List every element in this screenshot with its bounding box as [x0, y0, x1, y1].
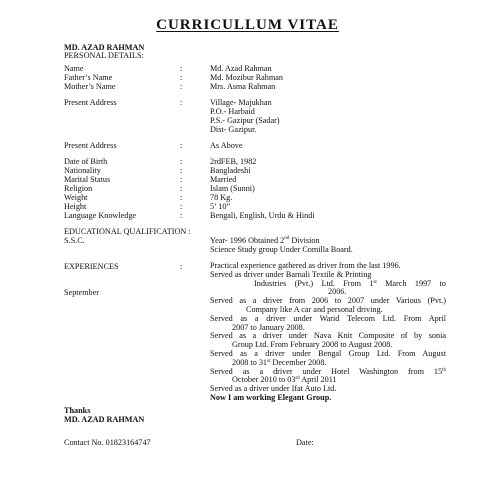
address-line: P.S.- Gazipur (Sadar)	[210, 116, 280, 125]
height-label: Height	[64, 202, 87, 211]
father-name-sep: :	[180, 73, 183, 82]
language-value: Bengali, English, Urdu & Hindi	[210, 211, 315, 220]
experience-line: Industries (Pvt.) Ltd. From 1st March 1997 to	[254, 278, 446, 288]
address-line: Dist- Gazipur.	[210, 125, 257, 134]
experience-line: Served as a driver under Nava Knit Composite of by sonia	[210, 331, 446, 341]
present-address-sep: :	[180, 98, 183, 107]
present-address-label: Present Address	[64, 98, 117, 107]
permanent-address-value: As Above	[210, 141, 243, 150]
language-label: Language Knowledge	[64, 211, 137, 220]
dob-label: Date of Birth	[64, 157, 108, 166]
experiences-label: EXPERIENCES	[64, 262, 119, 271]
contact-number: Contact No. 01823164747	[64, 438, 151, 447]
experience-line: Served as a driver under Hotel Washington from 15th	[210, 366, 446, 376]
experiences-sep: :	[180, 262, 183, 271]
experience-line: Group Ltd. From February 2008 to August 2008.	[232, 340, 393, 350]
document-title: CURRICULLUM VITAE	[156, 17, 339, 33]
mother-name-label: Mother’s Name	[64, 82, 116, 91]
height-value: 5’ 10”	[210, 202, 231, 211]
experience-line: Served as a driver under Ifat Auto Ltd.	[210, 384, 337, 394]
experience-line: Served as a driver under Warid Telecom Ltd. From April	[210, 313, 446, 323]
experience-line: 2008 to 31st December 2008.	[232, 357, 327, 367]
weight-label: Weight	[64, 193, 88, 202]
education-heading: EDUCATIONAL QUALIFICATION :	[64, 227, 191, 236]
closing-name: MD. AZAD RAHMAN	[64, 415, 145, 424]
mother-name-sep: :	[180, 82, 183, 91]
experience-line: 2007 to January 2008.	[232, 322, 305, 332]
mother-name-value: Mrs. Asma Rahman	[210, 82, 276, 91]
religion-value: Islam (Sunni)	[210, 184, 255, 193]
religion-sep: :	[180, 184, 183, 193]
address-line: Village- Majukhan	[210, 98, 272, 107]
experience-line: Served as a driver under Bengal Group Ltd. From August	[210, 348, 446, 358]
personal-details-heading: PERSONAL DETAILS:	[64, 51, 144, 60]
address-line: P.O.- Harbaid	[210, 107, 255, 116]
nationality-value: Bangladeshi	[210, 166, 251, 175]
permanent-address-label: Present Address	[64, 141, 117, 150]
experience-list	[210, 262, 446, 403]
weight-sep: :	[180, 193, 183, 202]
nationality-sep: :	[180, 166, 183, 175]
date-label: Date:	[296, 438, 314, 447]
nationality-label: Nationality	[64, 166, 101, 175]
language-sep: :	[180, 211, 183, 220]
weight-value: 78 Kg.	[210, 193, 233, 202]
experience-line: 2006.	[328, 287, 347, 297]
name-label: Name	[64, 64, 84, 73]
height-sep: :	[180, 202, 183, 211]
marital-status-value: Married	[210, 175, 237, 184]
permanent-address-sep: :	[180, 141, 183, 150]
education-exam: S.S.C.	[64, 236, 85, 245]
experiences-side-note: September	[64, 288, 100, 297]
dob-value: 2rdFEB, 1982	[210, 157, 257, 166]
education-line-2: Science Study group Under Comilla Board.	[210, 245, 353, 254]
marital-status-sep: :	[180, 175, 183, 184]
name-sep: :	[180, 64, 183, 73]
dob-sep: :	[180, 157, 183, 166]
name-value: Md. Azad Rahman	[210, 64, 272, 73]
marital-status-label: Marital Status	[64, 175, 111, 184]
experience-line: Practical experience gathered as driver from the last 1996.	[210, 261, 401, 270]
experience-line: Company like A car and personal driving.	[246, 304, 383, 314]
experience-line: Now I am working Elegant Group.	[210, 392, 332, 402]
father-name-label: Father’s Name	[64, 73, 113, 82]
closing-thanks: Thanks	[64, 406, 91, 415]
education-line-1: Year- 1996 Obtained 2nd Division	[210, 236, 320, 245]
experience-line: October 2010 to 03rd April 2011	[232, 375, 337, 385]
candidate-name: MD. AZAD RAHMAN	[64, 43, 145, 52]
experience-line: Served as driver under Barnali Textile & Printing	[210, 269, 372, 279]
experience-line: Served as a driver from 2006 to 2007 under Various (Pvt.)	[210, 296, 446, 306]
religion-label: Religion	[64, 184, 93, 193]
father-name-value: Md. Mozibur Rahman	[210, 73, 283, 82]
